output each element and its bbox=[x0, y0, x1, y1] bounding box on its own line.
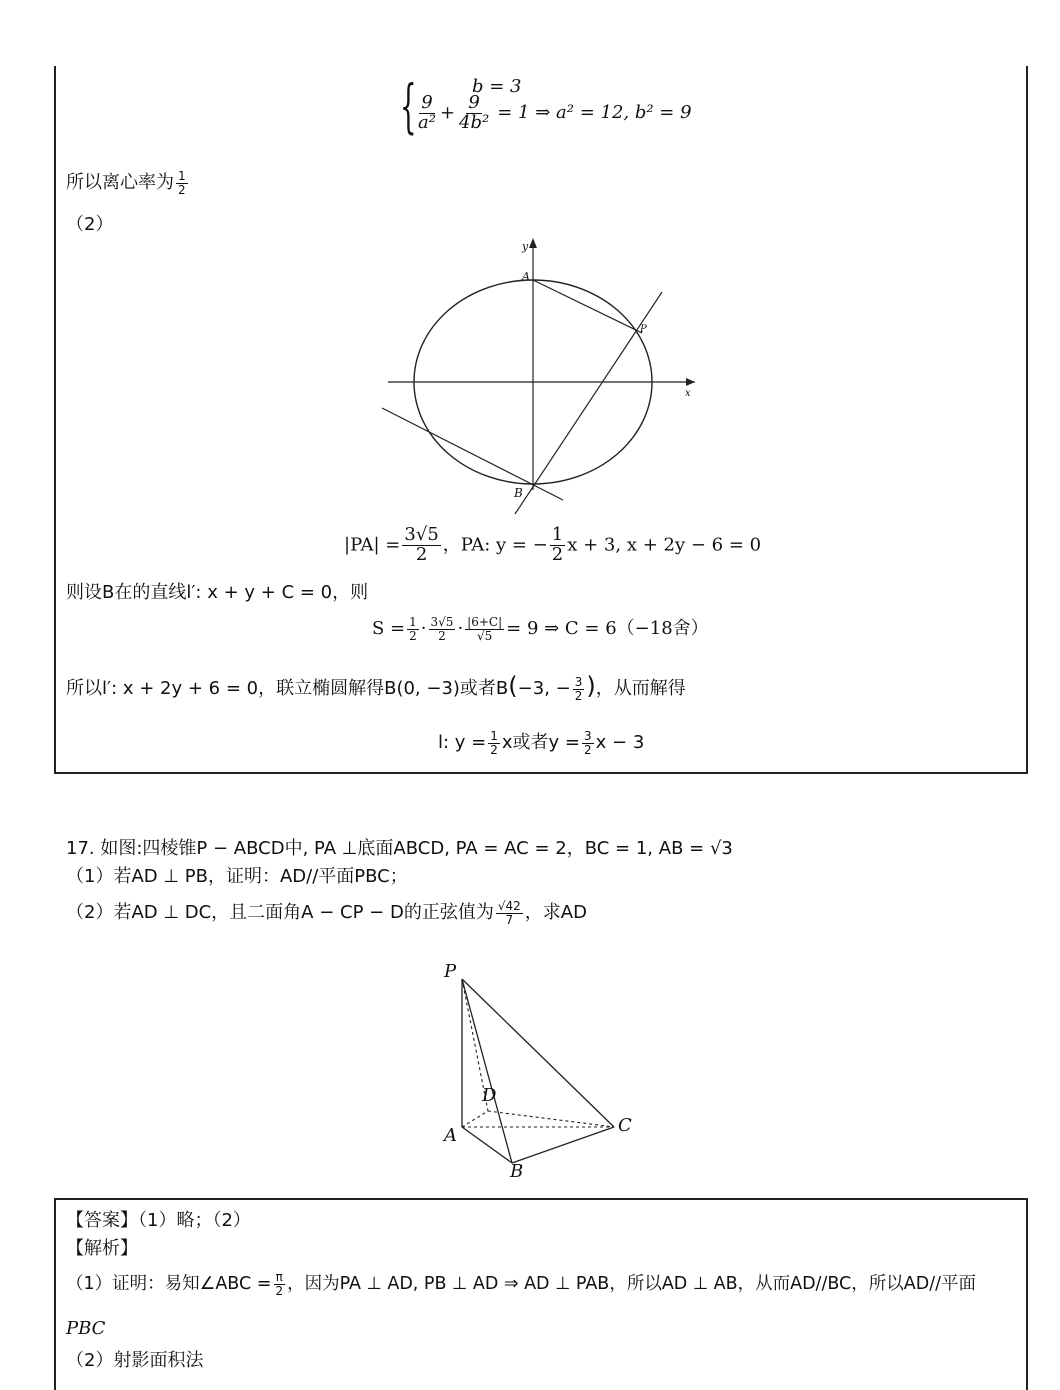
pyramid-figure bbox=[430, 955, 650, 1185]
edge-AB bbox=[462, 1127, 512, 1163]
proof-line: （1）证明：易知∠ABC = $\frac{\pi}{2}$ ，因为PA ⊥ AD, PB ⊥ AD ⇒ AD ⊥ PAB，所以AD ⊥ AB，从而AD//BC，所以AD//平面 bbox=[66, 1269, 977, 1298]
point-P-label: P bbox=[640, 324, 647, 335]
vertex-B-label: B bbox=[510, 1161, 524, 1182]
vertex-P-label: P bbox=[444, 961, 457, 982]
conclusion-line: 所以l′: x + 2y + 6 = 0，联立椭圆解得B(0, −3)或者B(−3, − $\frac{3}{2}$ )，从而解得 bbox=[66, 672, 686, 703]
line-l-prime bbox=[382, 408, 563, 500]
proof-continuation: PBC bbox=[66, 1318, 106, 1339]
edge-BC bbox=[512, 1127, 614, 1163]
analysis-title: 【解析】 bbox=[66, 1238, 138, 1259]
answer-line: 【答案】（1）略；（2） bbox=[66, 1210, 251, 1231]
sys-line1: b = 3 bbox=[472, 76, 522, 97]
x-arrow-icon bbox=[686, 378, 695, 386]
equation-system bbox=[400, 72, 700, 146]
problem17-q2: （2）若AD ⊥ DC，且二面角A − CP − D的正弦值为 $\frac{√42}{7}$ ，求AD bbox=[66, 898, 587, 927]
area-equation: S = $\frac{1}{2}$ · $\frac{3√5}{2}$ · $\frac{|6+C|}{√5}$ = 9 ⇒ C = 6（−18舍） bbox=[372, 614, 709, 643]
vertex-A-label: A bbox=[444, 1125, 457, 1146]
edge-AD bbox=[462, 1111, 488, 1127]
y-label: y bbox=[522, 240, 529, 253]
problem17-statement: 17. 如图:四棱锥P − ABCD中, PA ⊥底面ABCD, PA = AC = 2，BC = 1, AB = √3 bbox=[66, 838, 733, 859]
point-A-label: A bbox=[522, 270, 530, 283]
line-l-setup: 则设B在的直线l′: x + y + C = 0，则 bbox=[66, 582, 369, 603]
vertex-D-label: D bbox=[482, 1085, 497, 1106]
pa-equation: |PA| = $\frac{3√5}{2}$ ，PA: y = − $\frac{1}{2}$ x + 3, x + 2y − 6 = 0 bbox=[344, 524, 762, 565]
vertex-C-label: C bbox=[618, 1115, 632, 1136]
method-line: （2）射影面积法 bbox=[66, 1350, 204, 1371]
sub2-label: （2） bbox=[66, 214, 114, 235]
point-B-label: B bbox=[514, 486, 523, 500]
problem17-q1: （1）若AD ⊥ PB，证明：AD//平面PBC； bbox=[66, 866, 408, 887]
x-label: x bbox=[685, 388, 691, 399]
eccentricity-line: 所以离心率为 $\frac{1}{2}$ bbox=[66, 168, 186, 197]
brace: { bbox=[400, 72, 417, 140]
sys-line2: $\frac{9}{\text{a²}}$ + $\frac{9}{\text{4b²}}$ = 1 ⇒ a² = 12, b² = 9 bbox=[418, 92, 692, 133]
line-PA bbox=[533, 280, 642, 333]
final-answer-line: l: y = $\frac{1}{2}$ x或者y = $\frac{3}{2}$ x − 3 bbox=[438, 728, 645, 757]
ellipse-graph bbox=[370, 230, 710, 520]
y-arrow-icon bbox=[529, 238, 537, 248]
edge-DC bbox=[488, 1111, 614, 1127]
edge-PB bbox=[462, 979, 512, 1163]
